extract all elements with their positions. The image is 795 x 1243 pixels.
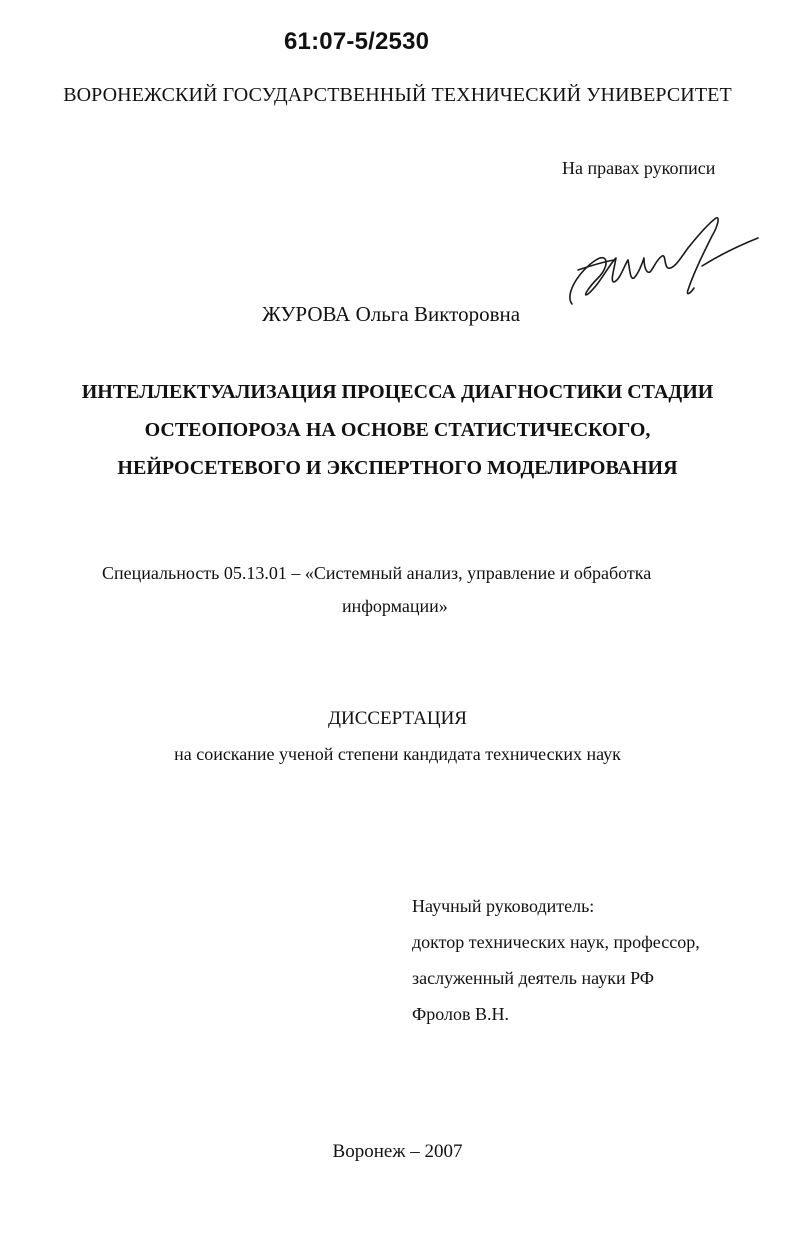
city-year: Воронеж – 2007: [332, 1141, 463, 1162]
catalog-number: 61:07-5/2530: [284, 28, 430, 55]
title-line: ИНТЕЛЛЕКТУАЛИЗАЦИЯ ПРОЦЕССА ДИАГНОСТИКИ СТАДИИ: [81, 381, 714, 403]
specialty-line-continued: информации»: [342, 596, 448, 616]
author-name: ЖУРОВА Ольга Викторовна: [262, 302, 521, 326]
document-type: ДИССЕРТАЦИЯ: [328, 708, 467, 729]
degree-line: на соискание ученой степени кандидата технических наук: [174, 744, 621, 764]
supervisor-name: Фролов В.Н.: [412, 1004, 509, 1024]
dissertation-title: [0, 373, 795, 487]
university-name: ВОРОНЕЖСКИЙ ГОСУДАРСТВЕННЫЙ ТЕХНИЧЕСКИЙ УНИВЕРСИТЕТ: [63, 84, 732, 106]
title-line: НЕЙРОСЕТЕВОГО И ЭКСПЕРТНОГО МОДЕЛИРОВАНИЯ: [117, 457, 678, 479]
handwritten-signature: [558, 208, 764, 318]
manuscript-note: На правах рукописи: [562, 158, 716, 178]
title-line: ОСТЕОПОРОЗА НА ОСНОВЕ СТАТИСТИЧЕСКОГО,: [144, 419, 651, 441]
supervisor-label: Научный руководитель:: [412, 896, 595, 916]
supervisor-block: [412, 888, 700, 1032]
supervisor-degree: доктор технических наук, профессор,: [412, 932, 700, 952]
specialty-line: Специальность 05.13.01 – «Системный анализ, управление и обработка: [102, 563, 652, 583]
supervisor-honor: заслуженный деятель науки РФ: [412, 968, 654, 988]
